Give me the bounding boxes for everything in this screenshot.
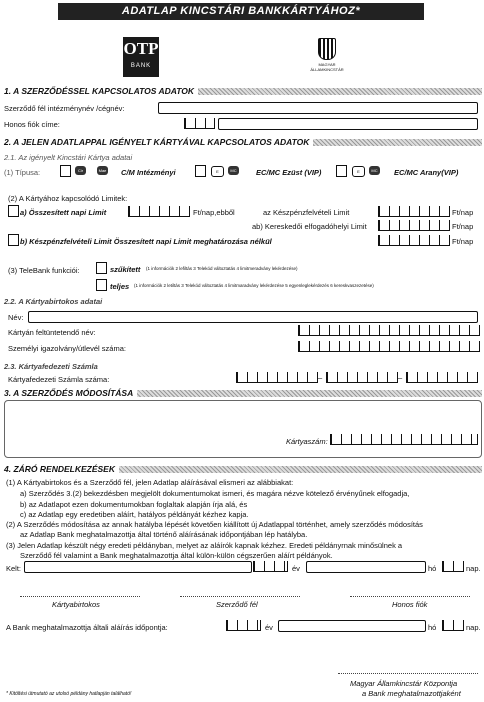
limit-b-unit: Ft/nap [452, 237, 474, 246]
account-label: Kártyafedezeti Számla száma: [8, 375, 110, 384]
otp-bank-logo [123, 37, 159, 77]
holder-signature-line[interactable] [20, 595, 140, 597]
year-label: év [292, 564, 300, 573]
month-label: hó [428, 564, 437, 573]
card-data-subheading: 2.1. Az igényelt Kincstári Kártya adatai [4, 153, 133, 162]
card-name-field[interactable] [298, 325, 480, 336]
year-field[interactable] [253, 561, 288, 572]
holder-name-label: Név: [8, 313, 24, 322]
maestro-icon: Mae [98, 168, 107, 173]
bank-year-field[interactable] [226, 620, 261, 631]
limit-a-checkbox[interactable] [8, 205, 19, 217]
treasury-crest [305, 38, 349, 78]
bank-day-label: nap. [466, 623, 481, 632]
limit-a-unit: Ft/nap,ebből [193, 208, 235, 217]
merchant-limit-label: ab) Kereskedői elfogadóhelyi Limit [252, 222, 367, 231]
card-type-gold-label: EC/MC Arany(VIP) [394, 168, 459, 177]
telebank-full-desc: (1 információk 2 letiltás 3 Telekód változtatás 4 limitmaradvány lekérdezése 5 egyenleglekérdezés 6 kereskvaszezetése) [134, 283, 374, 288]
eurocard-icon-2: E [352, 166, 365, 177]
account-dash-2: – [398, 373, 403, 382]
card-type-label: (1) Típusa: [4, 168, 41, 177]
bank-month-label: hó [428, 623, 437, 632]
card-name-label: Kártyán feltüntetendő név: [8, 328, 96, 337]
holder-subheading: 2.2. A Kártyabirtokos adatai [4, 297, 103, 306]
mastercard-icon-2: MC [369, 166, 380, 175]
closing-p1a: a) Szerződés 3.(2) bekezdésben megjelölt dokumentumokat ismeri, és magára nézve kötelező érvényűnek elfogadja, [20, 489, 410, 498]
cash-limit-unit: Ft/nap [452, 208, 474, 217]
account-part2-field[interactable] [326, 372, 398, 383]
card-type-gold-checkbox[interactable] [336, 165, 347, 177]
card-type-silver-label: EC/MC Ezüst (VIP) [256, 168, 322, 177]
section-1-heading: 1. A SZERZŐDÉSSEL KAPCSOLATOS ADATOK [4, 86, 482, 96]
holder-signature-label: Kártyabirtokos [52, 600, 100, 609]
limit-b-field[interactable] [378, 235, 450, 246]
closing-p2b: az Adatlap Bank meghatalmazottja által történő aláírásának időpontjában lép hatályba. [20, 530, 308, 539]
closing-p2a: (2) A Szerződés módosítása az annak hatályba lépését követően kiállított új Adatlappal történhet, amely szerződés módosítás [6, 520, 423, 529]
place-label: Kelt: [6, 564, 22, 573]
bank-date-label: A Bank meghatalmazottja általi aláírás időpontja: [6, 623, 168, 632]
crest-line1: MAGYAR [318, 62, 336, 67]
branch-postcode-field[interactable] [184, 118, 215, 129]
cash-limit-label: az Készpénzfelvételi Limit [263, 208, 350, 217]
cash-limit-field[interactable] [378, 206, 450, 217]
section-3-heading: 3. A SZERZŐDÉS MÓDOSÍTÁSA [4, 388, 482, 398]
branch-signature-line[interactable] [350, 595, 470, 597]
closing-p1: (1) A Kártyabirtokos és a Szerződő fél, jelen Adatlap aláírásával elismeri az alábbiakat: [6, 478, 294, 487]
account-part3-field[interactable] [406, 372, 478, 383]
logo-subtext: BANK [130, 63, 152, 69]
merchant-limit-field[interactable] [378, 220, 450, 231]
branch-signature-label: Honos fiók [392, 600, 428, 609]
partner-name-field[interactable] [158, 102, 478, 114]
holder-name-field[interactable] [28, 311, 478, 323]
bank-signature-line[interactable] [338, 672, 478, 674]
limits-heading: (2) A Kártyához kapcsolódó Limitek: [8, 194, 128, 203]
bank-year-label: év [265, 623, 273, 632]
cirrus-icon: Cir [75, 166, 86, 175]
section-4-heading: 4. ZÁRÓ RENDELKEZÉSEK [4, 464, 482, 474]
card-type-silver-checkbox[interactable] [195, 165, 206, 177]
partner-name-label: Szerződő fél intézménynév /cégnév: [4, 104, 125, 113]
account-dash-1: – [318, 373, 323, 382]
id-number-field[interactable] [298, 341, 480, 352]
telebank-full-label: teljes [110, 282, 130, 291]
merchant-limit-unit: Ft/nap [452, 222, 474, 231]
place-field[interactable] [24, 561, 252, 573]
branch-address-field[interactable] [218, 118, 478, 130]
modification-box [4, 400, 482, 458]
coat-of-arms-icon [318, 38, 336, 60]
card-number-field[interactable] [330, 434, 478, 445]
card-type-cm-checkbox[interactable] [60, 165, 71, 177]
account-subheading: 2.3. Kártyafedezeti Számla [4, 362, 98, 371]
telebank-restricted-label: szűkített [110, 265, 141, 274]
daily-limit-field[interactable] [128, 206, 190, 217]
day-field[interactable] [442, 561, 464, 572]
card-number-label: Kártyaszám: [286, 437, 328, 446]
month-field[interactable] [306, 561, 426, 573]
bank-month-field[interactable] [278, 620, 426, 632]
closing-p1b: b) az Adatlapot ezen dokumentumokban foglaltak alapján írja alá, és [20, 500, 248, 509]
footnote: * Kitöltési útmutató az utolsó példány hatlapján található! [6, 691, 132, 697]
telebank-restricted-checkbox[interactable] [96, 262, 107, 274]
closing-p3a: (3) Jelen Adatlap készült négy eredeti példányban, melyet az aláírók kapnak kézhez. Eredeti példányrnak minősülnek a [6, 541, 403, 550]
telebank-full-checkbox[interactable] [96, 279, 107, 291]
crest-line2: ÁLLAMKINCSTÁR [310, 67, 344, 72]
form-title-banner: ADATLAP KINCSTÁRI BANKKÁRTYÁHOZ* [58, 3, 424, 20]
eurocard-icon: E [211, 166, 224, 177]
bank-day-field[interactable] [442, 620, 464, 631]
branch-address-label: Honos fiók címe: [4, 120, 60, 129]
logo-text: OTP [123, 39, 159, 58]
mastercard-icon: MC [228, 166, 239, 175]
closing-p3b: Szerződő fél valamint a Bank meghatalmazottja által külön-külön cégszerűen aláírt példányok. [20, 551, 333, 560]
bank-signature-label-1: Magyar Államkincstár Központja [350, 679, 458, 688]
day-label: nap. [466, 564, 481, 573]
closing-p1c: c) az Adatlap egy eredetiben aláírt, hatályos példányát kézhez kapja. [20, 510, 249, 519]
partner-signature-line[interactable] [180, 595, 300, 597]
section-2-heading: 2. A JELEN ADATLAPPAL IGÉNYELT KÁRTYÁVAL KAPCSOLATOS ADATOK [4, 137, 482, 147]
telebank-restricted-desc: (1 információk 2 lefiltás 3 Telekód változtatás 4 limitmeradvány lekérdezése) [146, 266, 298, 271]
limit-b-checkbox[interactable] [8, 234, 19, 246]
limit-b-label: b) Készpénzfelvételi Limit Összesített napi Limit meghatározása nélkül [20, 237, 272, 246]
account-part1-field[interactable] [236, 372, 318, 383]
bank-signature-label-2: a Bank meghatalmazottjaként [362, 689, 461, 698]
partner-signature-label: Szerződő fél [216, 600, 258, 609]
telebank-label: (3) TeleBank funkciói: [8, 266, 80, 275]
card-type-cm-label: C/M Intézményi [121, 168, 176, 177]
limit-a-label: a) Összesített napi Limit [20, 208, 107, 217]
id-number-label: Személyi igazolvány/útlevél száma: [8, 344, 126, 353]
